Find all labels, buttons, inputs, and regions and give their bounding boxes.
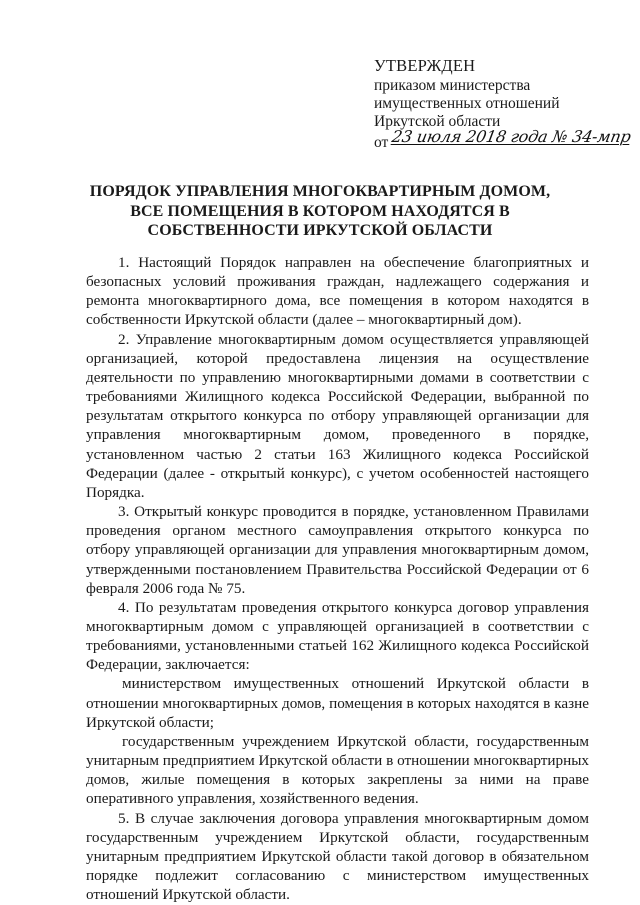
handwritten-date-number: 23 июля 2018 года № 34-мпр [390, 127, 633, 146]
title-line-1: ПОРЯДОК УПРАВЛЕНИЯ МНОГОКВАРТИРНЫМ ДОМОМ, [89, 183, 551, 200]
paragraph-4: 4. По результатам проведения открытого конкурса договор управления многоквартирным домом с управляющей организацией в соответствии с требованиями, установленными статьей 162 Жилищного кодекса Российской Федерации, заключается: [86, 598, 589, 674]
paragraph-1: 1. Настоящий Порядок направлен на обеспечение благоприятных и безопасных условий проживания граждан, надлежащего содержания и ремонта многоквартирного дома, все помещения в котором находятся в собственности Иркутской области (далее – многоквартирный дом). [86, 254, 589, 329]
approval-line-3: Иркутской области [374, 113, 501, 130]
approval-from-prefix: от [374, 134, 389, 151]
approval-stamp [374, 55, 633, 153]
paragraph-2: 2. Управление многоквартирным домом осуществляется управляющей организацией, которой предоставлена лицензия на осуществление деятельности по управлению многоквартирными домами в соответствии с требованиями Жилищного кодекса Российской Федерации, выбранной по результатам открытого конкурса по отбору управляющей организации для управления многоквартирным домом, проведенного в порядке, установленном частью 2 статьи 163 Жилищного кодекса Российской Федерации (далее - открытый конкурс), с учетом особенностей настоящего Порядка. [86, 330, 589, 501]
document-body [86, 253, 589, 904]
paragraph-5: 5. В случае заключения договора управления многоквартирным домом государственным учреждением Иркутской области, государственным унитарным предприятием Иркутской области такой договор в обязательном порядке подлежит согласованию с министерством имущественных отношений Иркутской области. [86, 809, 589, 904]
approval-date-line [374, 127, 633, 153]
paragraph-4-subitem-2: государственным учреждением Иркутской области, государственным унитарным предприятием Иркутской области в отношении многоквартирных домов, жилые помещения в которых закреплены за ними на праве оперативного управления, хозяйственного ведения. [86, 732, 589, 808]
title-line-3: СОБСТВЕННОСТИ ИРКУТСКОЙ ОБЛАСТИ [147, 222, 493, 239]
approval-line-2: имущественных отношений [374, 95, 560, 112]
title-line-2: ВСЕ ПОМЕЩЕНИЯ В КОТОРОМ НАХОДЯТСЯ В [130, 202, 510, 220]
approval-heading: УТВЕРЖДЕН [374, 56, 476, 75]
document-title [60, 182, 580, 241]
paragraph-3: 3. Открытый конкурс проводится в порядке, установленном Правилами проведения органом местного самоуправления открытого конкурса по отбору управляющей организации для управления многоквартирным домом, утвержденными постановлением Правительства Российской Федерации от 6 февраля 2006 года № 75. [86, 503, 589, 597]
paragraph-4-subitem-1: министерством имущественных отношений Иркутской области в отношении многоквартирных домов, помещения в которых находятся в казне Иркутской области; [86, 675, 589, 731]
approval-line-1: приказом министерства [374, 77, 531, 94]
